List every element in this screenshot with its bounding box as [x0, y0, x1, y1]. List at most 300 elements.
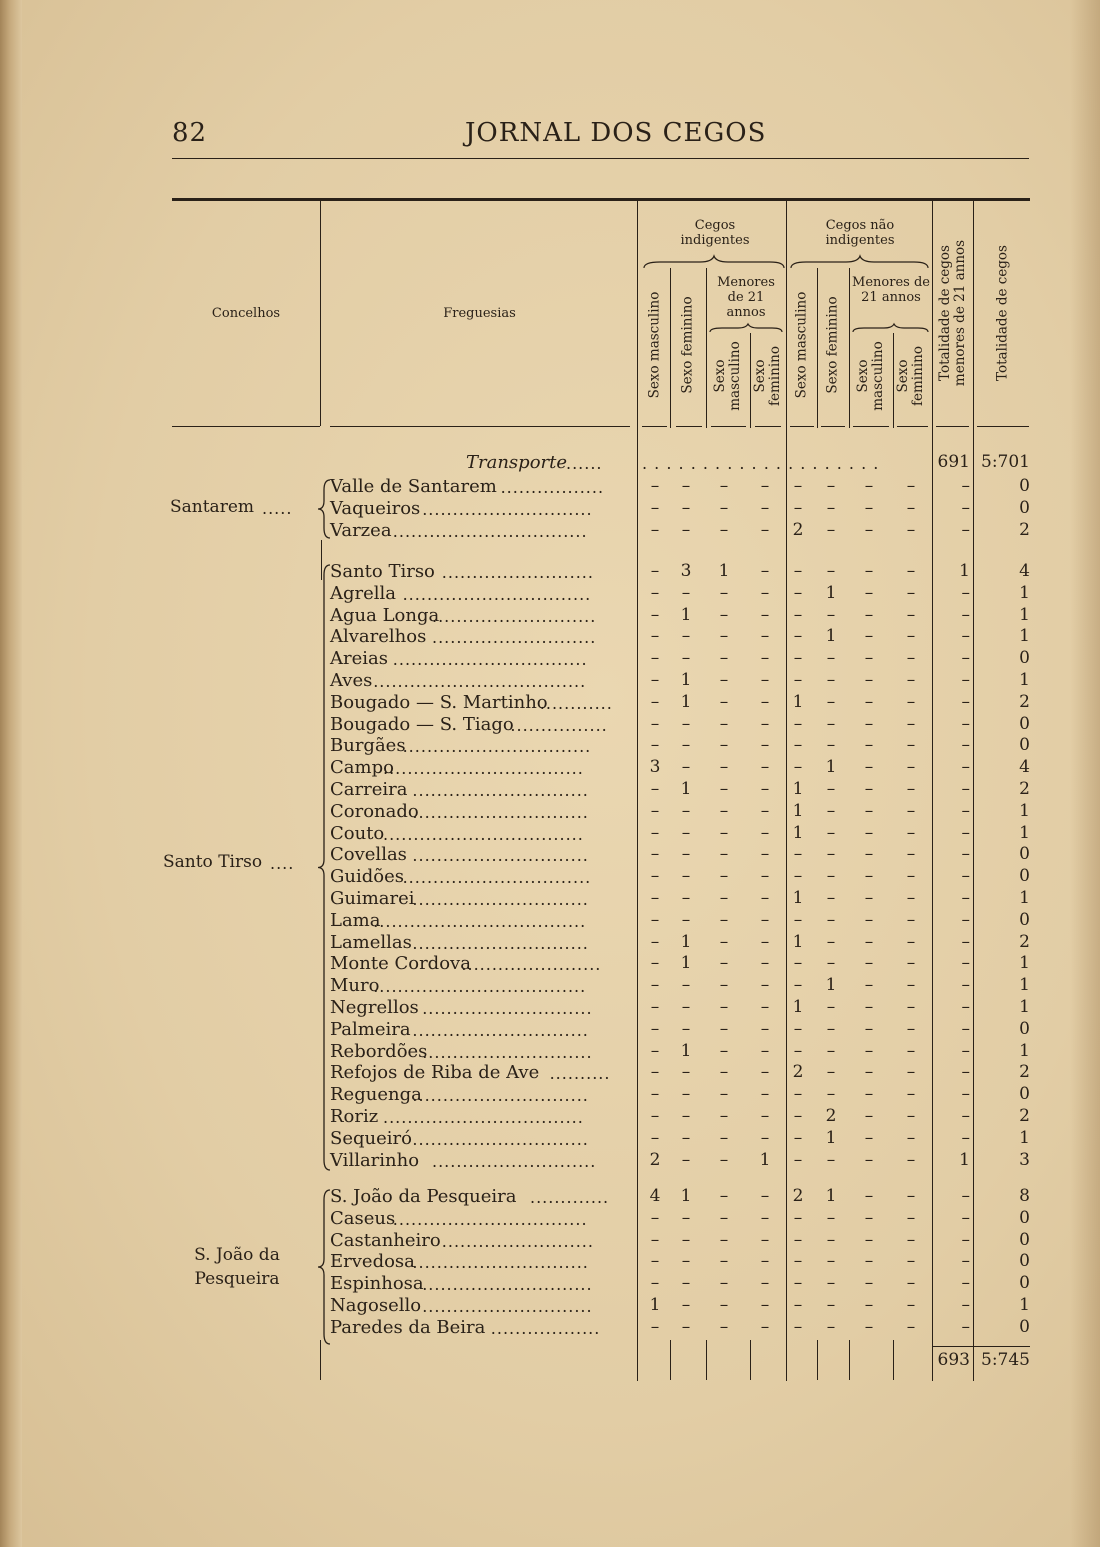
- table-cell: –: [864, 735, 874, 756]
- table-cell: –: [906, 519, 916, 540]
- table-cell: –: [760, 476, 770, 496]
- table-cell: –: [760, 1084, 770, 1105]
- table-cell: 1: [680, 670, 692, 690]
- table-cell: –: [864, 476, 874, 496]
- leader-dots: .................................: [383, 759, 584, 779]
- table-cell: –: [681, 822, 691, 843]
- freguesia-name: Roriz: [330, 1106, 379, 1127]
- freguesia-name: Palmeira: [330, 1018, 411, 1040]
- transporte-menores: 691: [937, 452, 970, 472]
- table-cell: –: [793, 757, 803, 778]
- table-cell: 1: [680, 691, 692, 712]
- table-cell: 1: [792, 997, 804, 1017]
- table-cell-menores: –: [961, 844, 970, 865]
- table-cell-menores: –: [961, 1062, 970, 1083]
- table-cell: –: [719, 670, 729, 690]
- table-cell: –: [826, 1084, 836, 1105]
- table-cell: –: [906, 800, 916, 821]
- table-cell-menores: –: [961, 497, 970, 518]
- table-cell: –: [719, 997, 729, 1017]
- table-cell: –: [864, 757, 874, 778]
- table-cell-menores: –: [961, 1040, 970, 1061]
- table-cell: –: [793, 1040, 803, 1061]
- table-cell: –: [650, 997, 660, 1017]
- table-cell: –: [826, 866, 836, 887]
- table-cell: –: [864, 1084, 874, 1105]
- table-cell: –: [681, 713, 691, 734]
- table-cell: –: [906, 713, 916, 734]
- table-cell: –: [864, 691, 874, 712]
- table-cell: –: [650, 866, 660, 887]
- freguesia-name: Lama: [330, 909, 381, 931]
- table-cell: –: [650, 1273, 660, 1294]
- table-cell-total: 0: [1019, 735, 1030, 756]
- table-cell: –: [793, 1273, 803, 1294]
- table-cell: –: [906, 626, 916, 647]
- table-cell: –: [681, 844, 691, 865]
- table-cell: –: [719, 953, 729, 974]
- table-cell: –: [650, 888, 660, 908]
- table-cell-total: 0: [1019, 1207, 1030, 1228]
- leader-dots: ...................................: [373, 977, 587, 997]
- table-cell: –: [826, 1316, 836, 1337]
- freguesia-name: Areias: [330, 648, 388, 670]
- table-cell: –: [681, 800, 691, 821]
- freguesia-name: Espinhosa: [330, 1273, 424, 1295]
- table-cell: 1: [792, 800, 804, 821]
- table-cell: –: [719, 1084, 729, 1105]
- concelho-santo-tirso: Santo Tirso: [163, 852, 263, 872]
- table-cell: 1: [680, 1040, 692, 1061]
- col-header-totalidade-menores: Totalidade de cegos menores de 21 annos: [937, 239, 968, 387]
- concelho-sao-joao: S. João da Pesqueira: [194, 1245, 280, 1289]
- table-cell: –: [650, 476, 660, 496]
- leader-dots: ...........................: [432, 1151, 597, 1171]
- table-cell: –: [760, 519, 770, 540]
- table-cell: 1: [792, 691, 804, 712]
- table-cell: –: [650, 953, 660, 974]
- table-cell: –: [906, 931, 916, 952]
- leader-dots: ...............................: [402, 868, 592, 888]
- table-cell: –: [719, 1273, 729, 1294]
- table-cell-total: 0: [1019, 1018, 1030, 1039]
- freguesia-name: Negrellos: [330, 997, 419, 1018]
- table-cell: –: [719, 844, 729, 865]
- table-cell: –: [864, 1295, 874, 1315]
- table-cell: 4: [649, 1186, 661, 1206]
- freguesia-name: Monte Cordova: [330, 953, 471, 975]
- table-cell: –: [681, 519, 691, 540]
- leader-dots: .............: [530, 1188, 610, 1207]
- table-cell: –: [760, 866, 770, 887]
- table-cell: –: [826, 1149, 836, 1170]
- table-cell: –: [760, 1229, 770, 1250]
- leader-dots: ....: [270, 854, 295, 873]
- table-cell: –: [760, 1040, 770, 1061]
- table-cell: –: [719, 779, 729, 799]
- table-cell: –: [864, 582, 874, 603]
- table-cell: –: [760, 604, 770, 625]
- table-cell: –: [826, 1229, 836, 1250]
- table-cell: –: [826, 997, 836, 1017]
- table-cell: –: [760, 497, 770, 518]
- table-cell: –: [906, 1040, 916, 1061]
- table-cell: –: [826, 1251, 836, 1272]
- table-cell-menores: –: [961, 1207, 970, 1228]
- table-cell: –: [650, 648, 660, 669]
- freguesia-name: Guidões: [330, 866, 404, 888]
- table-cell: –: [906, 1018, 916, 1039]
- table-cell-total: 8: [1019, 1186, 1030, 1206]
- table-cell: 1: [825, 975, 837, 996]
- table-cell: –: [906, 844, 916, 865]
- table-cell: –: [864, 800, 874, 821]
- leader-dots: ............: [539, 693, 613, 713]
- brace: [318, 1190, 330, 1344]
- table-cell: –: [650, 713, 660, 734]
- table-cell-menores: –: [961, 822, 970, 843]
- table-cell: –: [650, 931, 660, 952]
- table-cell-menores: –: [961, 519, 970, 540]
- leader-dots: ............................: [422, 1042, 593, 1062]
- col-header-cegos-nao-indigentes: Cegos não indigentes: [825, 218, 895, 248]
- leader-dots: .................................: [383, 1108, 584, 1127]
- freguesia-name: Nagosello: [330, 1295, 422, 1316]
- table-cell: –: [793, 1149, 803, 1170]
- table-cell-menores: –: [961, 1295, 970, 1315]
- table-cell: –: [906, 1062, 916, 1083]
- table-cell: –: [760, 975, 770, 996]
- table-cell-menores: –: [961, 888, 970, 908]
- table-cell: –: [864, 1018, 874, 1039]
- table-cell: 3: [649, 757, 661, 778]
- table-cell-menores: –: [961, 779, 970, 799]
- col-header-nao-sexo-feminino: Sexo feminino: [824, 296, 841, 394]
- table-cell: –: [760, 888, 770, 908]
- table-cell: –: [681, 1251, 691, 1272]
- table-cell: –: [719, 1149, 729, 1170]
- table-cell: –: [826, 519, 836, 540]
- table-cell: –: [760, 997, 770, 1017]
- freguesia-name: Bougado — S. Martinho: [330, 691, 548, 713]
- table-cell: –: [864, 1186, 874, 1206]
- table-cell: –: [681, 1062, 691, 1083]
- table-cell: –: [906, 497, 916, 518]
- freguesia-name: Castanheiro: [330, 1229, 441, 1251]
- leader-dots: ..................: [490, 1318, 601, 1338]
- table-cell-menores: –: [961, 1251, 970, 1272]
- table-cell: –: [793, 735, 803, 756]
- table-cell-total: 1: [1019, 888, 1030, 908]
- table-cell-menores: –: [961, 909, 970, 930]
- table-cell: –: [864, 779, 874, 799]
- table-cell: –: [760, 931, 770, 952]
- table-cell-menores: –: [961, 691, 970, 712]
- table-cell: –: [681, 1149, 691, 1170]
- table-cell: –: [793, 1229, 803, 1250]
- table-cell: –: [793, 1316, 803, 1337]
- freguesia-name: Agrella: [330, 582, 397, 604]
- table-cell: –: [650, 519, 660, 540]
- table-cell: 3: [680, 561, 692, 581]
- table-cell: –: [826, 909, 836, 930]
- table-cell: –: [650, 975, 660, 996]
- table-cell-menores: –: [961, 757, 970, 778]
- table-cell: –: [719, 735, 729, 756]
- table-cell: –: [826, 800, 836, 821]
- freguesia-name: Sequeiró: [330, 1127, 412, 1149]
- table-cell: –: [864, 1040, 874, 1061]
- table-cell: –: [719, 909, 729, 930]
- table-cell: –: [650, 1106, 660, 1126]
- table-cell: –: [793, 476, 803, 496]
- table-cell-menores: –: [961, 997, 970, 1017]
- table-cell-total: 2: [1019, 1062, 1030, 1083]
- freguesia-name: Valle de Santarem: [330, 476, 497, 497]
- table-cell: –: [650, 691, 660, 712]
- table-cell: –: [793, 1295, 803, 1315]
- table-cell: –: [681, 476, 691, 496]
- freguesia-name: Couto: [330, 822, 385, 844]
- table-cell: –: [760, 670, 770, 690]
- table-cell: –: [681, 497, 691, 518]
- table-cell: –: [864, 1062, 874, 1083]
- table-cell-total: 4: [1019, 757, 1030, 778]
- freguesia-name: Reguenga: [330, 1084, 422, 1106]
- table-cell: –: [793, 648, 803, 669]
- col-header-menores-masc: Sexo masculino: [712, 341, 743, 411]
- table-cell-total: 1: [1019, 800, 1030, 821]
- table-cell: –: [906, 975, 916, 996]
- table-cell: –: [681, 866, 691, 887]
- table-cell: –: [793, 497, 803, 518]
- table-cell: –: [760, 561, 770, 581]
- table-cell: –: [760, 1207, 770, 1228]
- table-cell: –: [864, 888, 874, 908]
- footer-total-menores: 693: [937, 1350, 970, 1370]
- transporte-total: 5:701: [981, 452, 1030, 472]
- brace: [318, 565, 330, 1170]
- table-cell: 1: [825, 1186, 837, 1206]
- freguesia-name: Refojos de Riba de Ave: [330, 1062, 540, 1084]
- table-cell: –: [719, 1186, 729, 1206]
- table-cell: 1: [825, 626, 837, 647]
- table-cell-total: 2: [1019, 691, 1030, 712]
- table-cell: –: [793, 713, 803, 734]
- table-cell: –: [826, 888, 836, 908]
- table-cell: –: [760, 1316, 770, 1337]
- table-cell: –: [906, 1127, 916, 1148]
- table-cell: –: [826, 1207, 836, 1228]
- table-cell-menores: –: [961, 670, 970, 690]
- table-cell-menores: –: [961, 713, 970, 734]
- table-cell: –: [793, 1207, 803, 1228]
- table-cell-total: 1: [1019, 626, 1030, 647]
- table-cell: –: [906, 1186, 916, 1206]
- freguesia-name: Paredes da Beira: [330, 1316, 486, 1338]
- table-cell: –: [906, 648, 916, 669]
- table-cell-menores: –: [961, 1106, 970, 1126]
- table-cell: –: [681, 1207, 691, 1228]
- freguesia-name: Covellas: [330, 844, 407, 866]
- leader-dots: ................................: [392, 650, 588, 670]
- leader-dots: ............................: [422, 499, 593, 519]
- table-cell: –: [826, 953, 836, 974]
- freguesia-name: Santo Tirso: [330, 561, 435, 582]
- leader-dots: .................................: [383, 824, 584, 844]
- table-cell: 1: [792, 822, 804, 843]
- table-cell-total: 0: [1019, 648, 1030, 669]
- table-cell: –: [650, 1127, 660, 1148]
- table-cell: –: [906, 735, 916, 756]
- table-cell: –: [760, 1251, 770, 1272]
- freguesia-name: Caseus: [330, 1207, 396, 1229]
- leader-dots: .............................: [412, 1129, 589, 1149]
- table-cell: –: [760, 713, 770, 734]
- table-cell: –: [650, 582, 660, 603]
- table-cell: –: [719, 1018, 729, 1039]
- table-cell: –: [760, 735, 770, 756]
- table-cell: 1: [792, 888, 804, 908]
- table-cell: 1: [792, 931, 804, 952]
- table-cell: –: [826, 476, 836, 496]
- footer-rule: [932, 1346, 1030, 1347]
- freguesia-name: S. João da Pesqueira: [330, 1186, 517, 1207]
- table-cell: –: [719, 648, 729, 669]
- leader-dots: .............................: [412, 802, 589, 822]
- col-header-cegos-indigentes: Cegos indigentes: [680, 218, 750, 248]
- table-cell-total: 2: [1019, 519, 1030, 540]
- table-cell-total: 4: [1019, 561, 1030, 581]
- table-cell: –: [681, 1127, 691, 1148]
- table-cell: –: [760, 1295, 770, 1315]
- table-cell: –: [793, 975, 803, 996]
- leader-dots: .........................: [441, 563, 594, 582]
- table-cell: –: [719, 866, 729, 887]
- table-cell-menores: –: [961, 735, 970, 756]
- table-cell: 1: [825, 757, 837, 778]
- table-cell-menores: –: [961, 800, 970, 821]
- table-cell: –: [719, 931, 729, 952]
- table-cell: –: [864, 866, 874, 887]
- table-cell: –: [906, 1316, 916, 1337]
- table-cell: –: [719, 519, 729, 540]
- table-cell: –: [793, 1018, 803, 1039]
- leader-dots: ................: [510, 715, 608, 735]
- table-cell: 1: [680, 604, 692, 625]
- table-cell-menores: –: [961, 582, 970, 603]
- table-cell-menores: –: [961, 866, 970, 887]
- table-cell: –: [826, 844, 836, 865]
- table-cell: –: [864, 561, 874, 581]
- table-cell: –: [793, 953, 803, 974]
- freguesia-name: Ervedosa: [330, 1251, 415, 1273]
- table-cell: –: [719, 888, 729, 908]
- table-cell: –: [719, 626, 729, 647]
- table-cell: –: [906, 909, 916, 930]
- table-cell-total: 0: [1019, 497, 1030, 518]
- table-cell: –: [760, 822, 770, 843]
- leader-dots: .............................: [412, 846, 589, 866]
- leader-dots: . . . . . . . . . . . . . . . . . . . .: [642, 454, 880, 473]
- table-cell-menores: 1: [959, 561, 970, 581]
- table-cell: –: [650, 800, 660, 821]
- table-cell: –: [650, 844, 660, 865]
- table-cell: 2: [792, 519, 804, 540]
- table-cell: –: [906, 1149, 916, 1170]
- table-cell: 1: [792, 779, 804, 799]
- freguesia-name: Lamellas: [330, 931, 412, 953]
- table-cell-total: 0: [1019, 1273, 1030, 1294]
- table-cell-menores: –: [961, 476, 970, 496]
- table-cell: 1: [825, 582, 837, 603]
- table-cell: –: [906, 582, 916, 603]
- table-cell: –: [650, 561, 660, 581]
- table-cell: –: [793, 1251, 803, 1272]
- table-cell: –: [906, 476, 916, 496]
- col-header-totalidade: Totalidade de cegos: [994, 245, 1011, 381]
- table-cell: –: [681, 626, 691, 647]
- table-cell: –: [793, 1106, 803, 1126]
- concelho-santarem: Santarem: [170, 497, 255, 517]
- table-cell: –: [864, 1251, 874, 1272]
- table-cell-menores: –: [961, 604, 970, 625]
- leader-dots: ...................................: [373, 672, 587, 691]
- table-cell-menores: –: [961, 953, 970, 974]
- table-cell: –: [719, 713, 729, 734]
- col-header-sexo-masculino: Sexo masculino: [646, 291, 663, 399]
- table-cell-total: 0: [1019, 713, 1030, 734]
- table-cell: –: [681, 975, 691, 996]
- table-cell: –: [719, 497, 729, 518]
- table-cell: –: [681, 997, 691, 1017]
- table-cell: –: [906, 757, 916, 778]
- table-cell: –: [760, 909, 770, 930]
- table-cell: –: [826, 604, 836, 625]
- table-cell: –: [650, 604, 660, 625]
- table-cell: 1: [680, 779, 692, 799]
- leader-dots: .....: [262, 499, 293, 518]
- table-cell: –: [793, 604, 803, 625]
- leader-dots: .............................: [412, 933, 589, 953]
- freguesia-name: Varzea: [330, 519, 392, 541]
- table-cell-total: 0: [1019, 1084, 1030, 1105]
- table-cell: –: [681, 648, 691, 669]
- table-cell-menores: –: [961, 975, 970, 996]
- table-cell: –: [826, 497, 836, 518]
- footer-total: 5:745: [981, 1350, 1030, 1370]
- table-cell: –: [719, 1316, 729, 1337]
- table-cell-menores: –: [961, 1186, 970, 1206]
- table-cell: –: [906, 1229, 916, 1250]
- table-cell: –: [793, 909, 803, 930]
- table-cell: –: [864, 670, 874, 690]
- table-cell: –: [864, 975, 874, 996]
- leader-dots: ............................: [422, 999, 593, 1018]
- col-header-nao-menores-fem: Sexo feminino: [895, 346, 926, 406]
- table-cell: –: [760, 1018, 770, 1039]
- transporte-label: Transporte: [466, 452, 568, 473]
- leader-dots: ............................: [422, 1297, 593, 1316]
- table-cell: 2: [825, 1106, 837, 1126]
- freguesia-name: Campo: [330, 757, 394, 779]
- table-cell: –: [793, 1127, 803, 1148]
- table-cell: –: [826, 1273, 836, 1294]
- table-cell: –: [793, 582, 803, 603]
- freguesia-name: Burgães: [330, 735, 406, 757]
- table-cell: –: [864, 713, 874, 734]
- table-cell: –: [650, 1251, 660, 1272]
